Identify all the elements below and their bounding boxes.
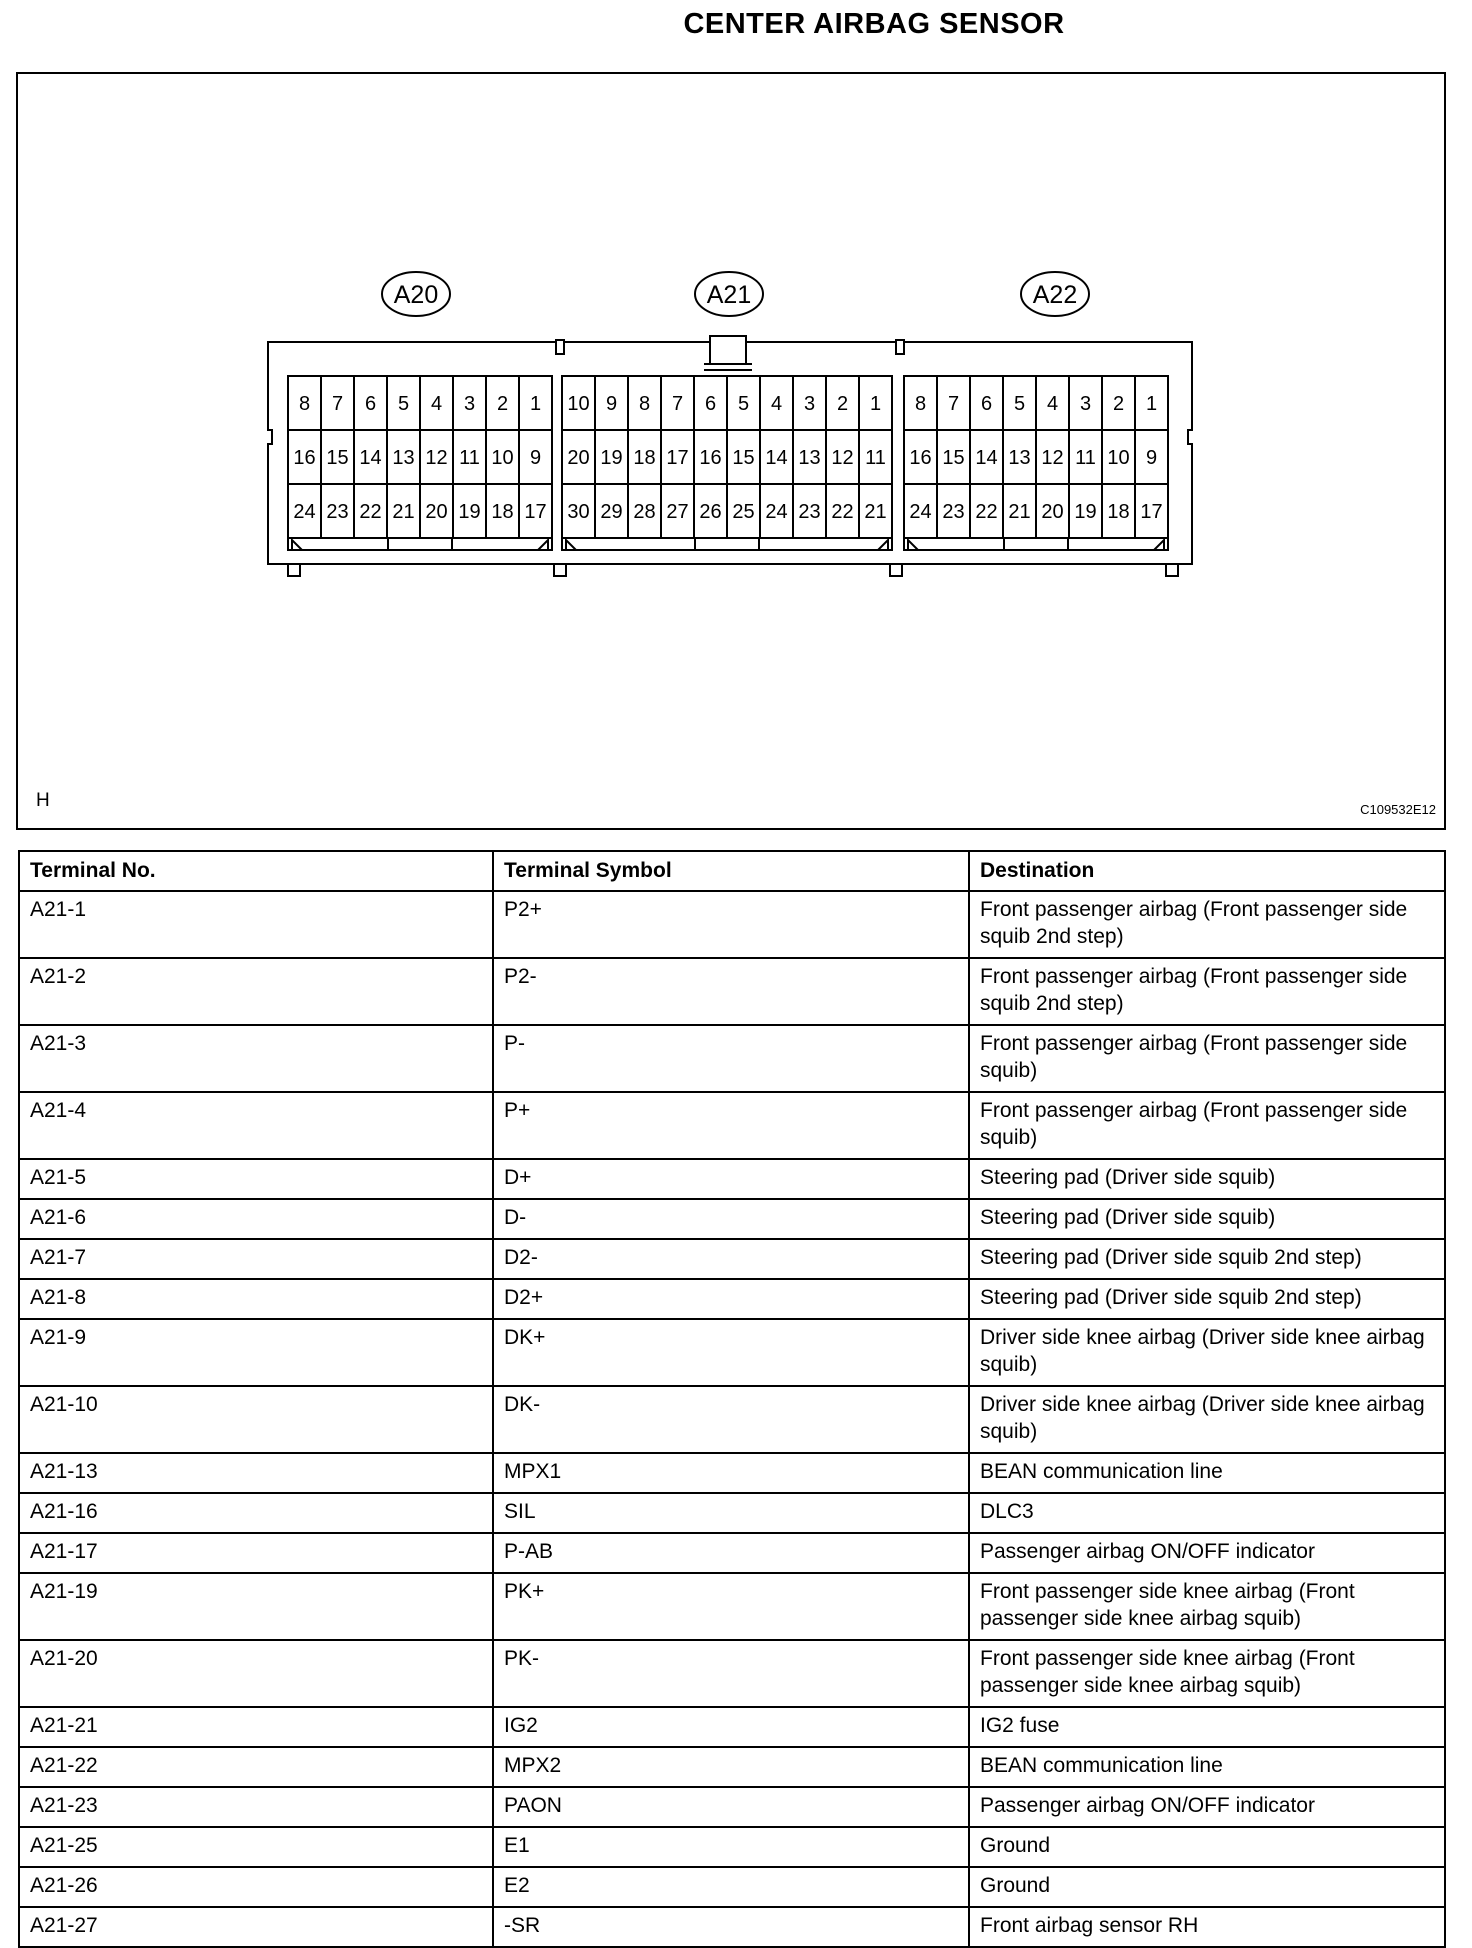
pin-number: 4 bbox=[770, 393, 783, 415]
pin-number: 12 bbox=[1041, 447, 1064, 469]
table-row bbox=[19, 1386, 1445, 1453]
destination-cell: Ground bbox=[969, 1867, 1445, 1907]
terminal-symbol-cell: DK- bbox=[493, 1386, 969, 1453]
top-lug-right bbox=[896, 340, 904, 354]
terminal-symbol-cell: D+ bbox=[493, 1159, 969, 1199]
bottom-key bbox=[1004, 538, 1068, 550]
pin-number: 11 bbox=[459, 447, 480, 469]
figure-code: C109532E12 bbox=[1360, 802, 1436, 817]
terminal-symbol-cell: D- bbox=[493, 1199, 969, 1239]
destination-cell: Driver side knee airbag (Driver side knee airbag squib) bbox=[969, 1386, 1445, 1453]
pin-number: 2 bbox=[836, 393, 849, 415]
pin-number: 3 bbox=[463, 393, 476, 415]
table-row bbox=[19, 1199, 1445, 1239]
table-row bbox=[19, 1907, 1445, 1947]
pin-number: 20 bbox=[567, 447, 590, 469]
pin-number: 5 bbox=[737, 393, 750, 415]
pin-number: 21 bbox=[392, 501, 415, 523]
destination-cell: Steering pad (Driver side squib 2nd step) bbox=[969, 1279, 1445, 1319]
pin-number: 8 bbox=[298, 393, 311, 415]
connector-label: A21 bbox=[706, 281, 752, 309]
terminal-symbol-cell: -SR bbox=[493, 1907, 969, 1947]
pin-number: 7 bbox=[671, 393, 684, 415]
terminal-symbol-cell: E2 bbox=[493, 1867, 969, 1907]
pin-number: 24 bbox=[909, 501, 932, 523]
terminal-no-cell: A21-10 bbox=[19, 1386, 493, 1453]
terminal-symbol-cell: SIL bbox=[493, 1493, 969, 1533]
destination-cell: Passenger airbag ON/OFF indicator bbox=[969, 1787, 1445, 1827]
header-terminal-no: Terminal No. bbox=[19, 851, 493, 891]
destination-cell: Front passenger airbag (Front passenger side squib) bbox=[969, 1025, 1445, 1092]
pin-number: 6 bbox=[980, 393, 993, 415]
corner-key bbox=[566, 540, 576, 550]
destination-cell: Ground bbox=[969, 1827, 1445, 1867]
pin-number: 23 bbox=[942, 501, 965, 523]
terminal-symbol-cell: MPX1 bbox=[493, 1453, 969, 1493]
table-row bbox=[19, 1573, 1445, 1640]
terminal-no-cell: A21-17 bbox=[19, 1533, 493, 1573]
pin-number: 12 bbox=[831, 447, 854, 469]
corner-key bbox=[292, 540, 302, 550]
pin-number: 24 bbox=[293, 501, 316, 523]
pin-number: 16 bbox=[293, 447, 316, 469]
terminal-symbol-cell: P- bbox=[493, 1025, 969, 1092]
pin-number: 5 bbox=[397, 393, 410, 415]
header-terminal-symbol: Terminal Symbol bbox=[493, 851, 969, 891]
pin-number: 15 bbox=[942, 447, 965, 469]
destination-cell: Front passenger airbag (Front passenger side squib) bbox=[969, 1092, 1445, 1159]
pin-number: 9 bbox=[1145, 447, 1158, 469]
pin-number: 13 bbox=[798, 447, 821, 469]
center-latch bbox=[710, 336, 746, 364]
destination-cell: Driver side knee airbag (Driver side knee airbag squib) bbox=[969, 1319, 1445, 1386]
pin-number: 22 bbox=[975, 501, 998, 523]
destination-cell: DLC3 bbox=[969, 1493, 1445, 1533]
pin-number: 17 bbox=[524, 501, 547, 523]
page-title bbox=[0, 8, 1472, 41]
pin-number: 16 bbox=[699, 447, 722, 469]
terminal-no-cell: A21-23 bbox=[19, 1787, 493, 1827]
terminal-no-cell: A21-5 bbox=[19, 1159, 493, 1199]
destination-cell: Steering pad (Driver side squib) bbox=[969, 1199, 1445, 1239]
destination-cell: Front airbag sensor RH bbox=[969, 1907, 1445, 1947]
pin-number: 1 bbox=[1145, 393, 1158, 415]
pin-number: 22 bbox=[359, 501, 382, 523]
terminal-symbol-cell: MPX2 bbox=[493, 1747, 969, 1787]
pin-number: 25 bbox=[732, 501, 755, 523]
terminal-no-cell: A21-9 bbox=[19, 1319, 493, 1386]
housing-foot bbox=[288, 564, 300, 576]
table-row bbox=[19, 1867, 1445, 1907]
pin-number: 13 bbox=[1008, 447, 1031, 469]
corner-letter: H bbox=[36, 790, 50, 811]
pin-number: 10 bbox=[491, 447, 514, 469]
terminal-no-cell: A21-4 bbox=[19, 1092, 493, 1159]
page-title-text: CENTER AIRBAG SENSOR bbox=[683, 8, 1065, 40]
pin-number: 23 bbox=[798, 501, 821, 523]
pin-number: 9 bbox=[529, 447, 542, 469]
pin-number: 8 bbox=[638, 393, 651, 415]
corner-key bbox=[908, 540, 918, 550]
terminal-no-cell: A21-25 bbox=[19, 1827, 493, 1867]
terminal-symbol-cell: P2+ bbox=[493, 891, 969, 958]
pin-number: 7 bbox=[947, 393, 960, 415]
terminal-symbol-cell: P+ bbox=[493, 1092, 969, 1159]
table-row bbox=[19, 1239, 1445, 1279]
pin-number: 9 bbox=[605, 393, 618, 415]
terminal-symbol-cell: PK+ bbox=[493, 1573, 969, 1640]
pin-number: 14 bbox=[359, 447, 382, 469]
pin-number: 11 bbox=[865, 447, 886, 469]
destination-cell: Steering pad (Driver side squib) bbox=[969, 1159, 1445, 1199]
pin-number: 5 bbox=[1013, 393, 1026, 415]
terminal-no-cell: A21-22 bbox=[19, 1747, 493, 1787]
terminal-symbol-cell: IG2 bbox=[493, 1707, 969, 1747]
terminal-no-cell: A21-7 bbox=[19, 1239, 493, 1279]
table-row bbox=[19, 1747, 1445, 1787]
header-destination: Destination bbox=[969, 851, 1445, 891]
housing-foot bbox=[554, 564, 566, 576]
pin-number: 11 bbox=[1075, 447, 1096, 469]
terminal-symbol-cell: D2- bbox=[493, 1239, 969, 1279]
destination-cell: Front passenger airbag (Front passenger side squib 2nd step) bbox=[969, 891, 1445, 958]
pin-number: 2 bbox=[1112, 393, 1125, 415]
pin-number: 8 bbox=[914, 393, 927, 415]
bottom-key bbox=[388, 538, 452, 550]
connector-drawing bbox=[18, 74, 1444, 828]
pin-number: 29 bbox=[600, 501, 623, 523]
housing-foot bbox=[890, 564, 902, 576]
pin-number: 7 bbox=[331, 393, 344, 415]
terminal-no-cell: A21-8 bbox=[19, 1279, 493, 1319]
pin-number: 6 bbox=[364, 393, 377, 415]
terminal-symbol-cell: D2+ bbox=[493, 1279, 969, 1319]
pin-number: 21 bbox=[864, 501, 887, 523]
pin-number: 20 bbox=[1041, 501, 1064, 523]
pin-number: 12 bbox=[425, 447, 448, 469]
table-row bbox=[19, 1640, 1445, 1707]
pin-number: 17 bbox=[666, 447, 689, 469]
top-lug-left bbox=[556, 340, 564, 354]
table-row bbox=[19, 1453, 1445, 1493]
pin-number: 1 bbox=[529, 393, 542, 415]
terminal-symbol-cell: PAON bbox=[493, 1787, 969, 1827]
terminal-symbol-cell: E1 bbox=[493, 1827, 969, 1867]
pin-number: 18 bbox=[491, 501, 514, 523]
table-body bbox=[19, 891, 1445, 1947]
pin-number: 14 bbox=[765, 447, 788, 469]
destination-cell: Front passenger side knee airbag (Front passenger side knee airbag squib) bbox=[969, 1640, 1445, 1707]
terminal-no-cell: A21-16 bbox=[19, 1493, 493, 1533]
pin-number: 26 bbox=[699, 501, 722, 523]
connector-diagram bbox=[16, 72, 1446, 830]
corner-key bbox=[1154, 540, 1164, 550]
pin-number: 19 bbox=[458, 501, 481, 523]
table-row bbox=[19, 1827, 1445, 1867]
pin-number: 22 bbox=[831, 501, 854, 523]
table-row bbox=[19, 1787, 1445, 1827]
pin-number: 1 bbox=[869, 393, 882, 415]
pin-number: 13 bbox=[392, 447, 415, 469]
terminal-no-cell: A21-6 bbox=[19, 1199, 493, 1239]
pin-number: 3 bbox=[1079, 393, 1092, 415]
pin-number: 10 bbox=[567, 393, 590, 415]
pin-number: 18 bbox=[633, 447, 656, 469]
terminal-symbol-cell: P2- bbox=[493, 958, 969, 1025]
terminal-no-cell: A21-26 bbox=[19, 1867, 493, 1907]
table-row bbox=[19, 1279, 1445, 1319]
pin-number: 2 bbox=[496, 393, 509, 415]
pin-number: 19 bbox=[600, 447, 623, 469]
table-row bbox=[19, 1533, 1445, 1573]
terminal-no-cell: A21-21 bbox=[19, 1707, 493, 1747]
pin-number: 27 bbox=[666, 501, 689, 523]
pin-number: 23 bbox=[326, 501, 349, 523]
table-row bbox=[19, 1025, 1445, 1092]
terminal-no-cell: A21-2 bbox=[19, 958, 493, 1025]
pin-number: 15 bbox=[326, 447, 349, 469]
pin-number: 15 bbox=[732, 447, 755, 469]
pin-number: 10 bbox=[1107, 447, 1130, 469]
terminal-no-cell: A21-3 bbox=[19, 1025, 493, 1092]
terminal-no-cell: A21-1 bbox=[19, 891, 493, 958]
destination-cell: Steering pad (Driver side squib 2nd step) bbox=[969, 1239, 1445, 1279]
table-row bbox=[19, 1159, 1445, 1199]
terminal-no-cell: A21-27 bbox=[19, 1907, 493, 1947]
destination-cell: Front passenger airbag (Front passenger side squib 2nd step) bbox=[969, 958, 1445, 1025]
destination-cell: BEAN communication line bbox=[969, 1453, 1445, 1493]
pin-number: 4 bbox=[1046, 393, 1059, 415]
table-row bbox=[19, 1707, 1445, 1747]
terminal-table bbox=[18, 850, 1446, 1948]
terminal-symbol-cell: DK+ bbox=[493, 1319, 969, 1386]
pin-number: 3 bbox=[803, 393, 816, 415]
destination-cell: BEAN communication line bbox=[969, 1747, 1445, 1787]
pin-number: 17 bbox=[1140, 501, 1163, 523]
terminal-no-cell: A21-20 bbox=[19, 1640, 493, 1707]
terminal-no-cell: A21-19 bbox=[19, 1573, 493, 1640]
pin-number: 20 bbox=[425, 501, 448, 523]
table-row bbox=[19, 1092, 1445, 1159]
destination-cell: IG2 fuse bbox=[969, 1707, 1445, 1747]
destination-cell: Passenger airbag ON/OFF indicator bbox=[969, 1533, 1445, 1573]
corner-key bbox=[878, 540, 888, 550]
table-row bbox=[19, 1493, 1445, 1533]
table-row bbox=[19, 891, 1445, 958]
pin-number: 16 bbox=[909, 447, 932, 469]
terminal-no-cell: A21-13 bbox=[19, 1453, 493, 1493]
pin-number: 21 bbox=[1008, 501, 1031, 523]
connector-label: A22 bbox=[1032, 281, 1078, 309]
terminal-symbol-cell: P-AB bbox=[493, 1533, 969, 1573]
pin-number: 6 bbox=[704, 393, 717, 415]
pin-number: 30 bbox=[567, 501, 590, 523]
table-row bbox=[19, 1319, 1445, 1386]
terminal-symbol-cell: PK- bbox=[493, 1640, 969, 1707]
pin-number: 4 bbox=[430, 393, 443, 415]
pin-number: 14 bbox=[975, 447, 998, 469]
pin-number: 18 bbox=[1107, 501, 1130, 523]
connector-label: A20 bbox=[393, 281, 439, 309]
pin-number: 19 bbox=[1074, 501, 1097, 523]
housing-foot bbox=[1166, 564, 1178, 576]
corner-key bbox=[538, 540, 548, 550]
pin-number: 28 bbox=[633, 501, 656, 523]
pin-number: 24 bbox=[765, 501, 788, 523]
table-header-row bbox=[19, 851, 1445, 891]
bottom-key bbox=[695, 538, 759, 550]
table-row bbox=[19, 958, 1445, 1025]
destination-cell: Front passenger side knee airbag (Front passenger side knee airbag squib) bbox=[969, 1573, 1445, 1640]
